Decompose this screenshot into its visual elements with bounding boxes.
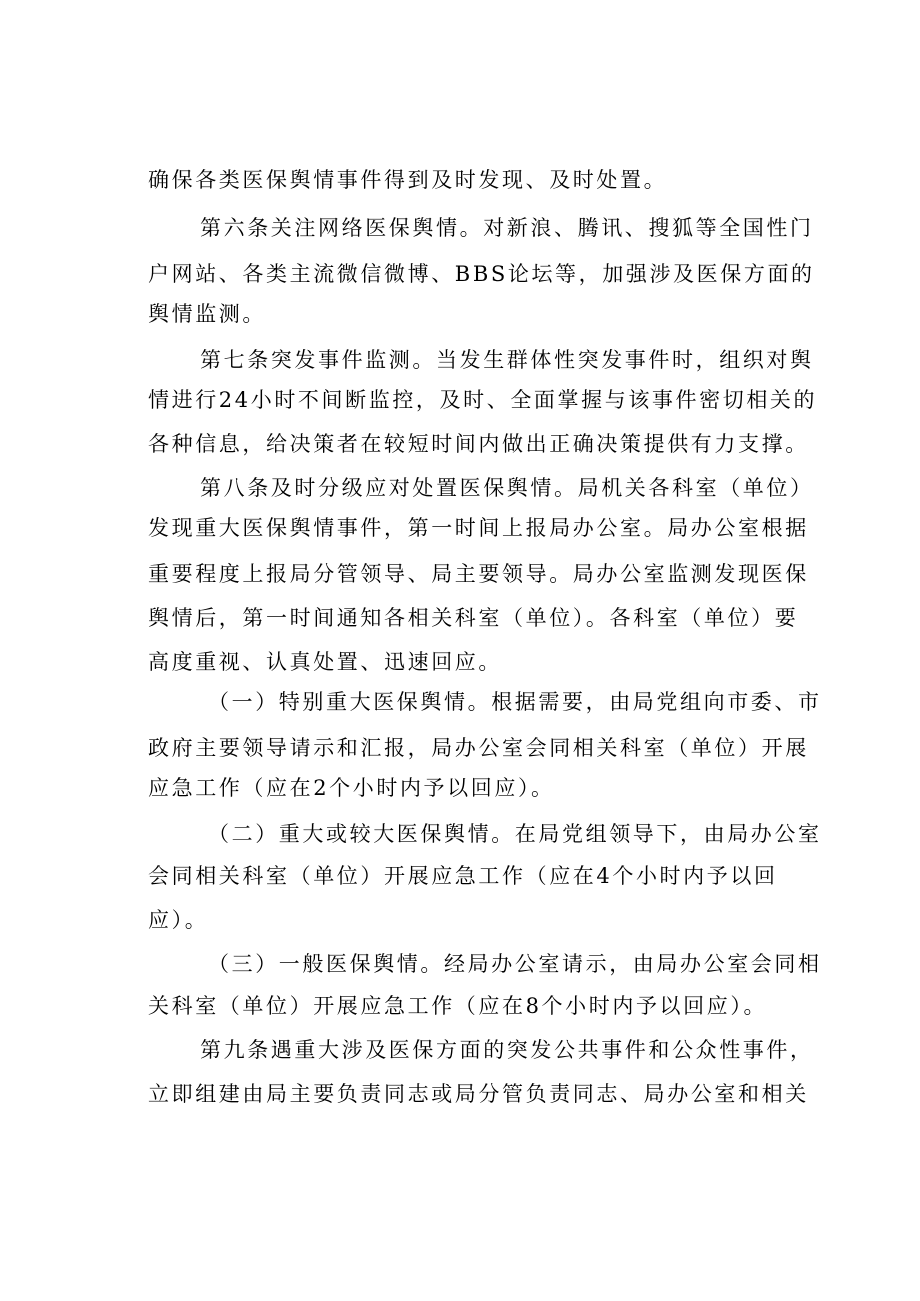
text-line: 第九条遇重大涉及医保方面的突发公共事件和公众性事件， [200,1038,814,1062]
text-line: 舆情监测。 [148,302,266,326]
text-line: 第七条突发事件监测。当发生群体性突发事件时，组织对舆 [200,348,814,372]
text-line: 政府主要领导请示和汇报，局办公室会同相关科室（单位）开展 [148,736,809,760]
text-line: 各种信息，给决策者在较短时间内做出正确决策提供有力支撑。 [148,432,809,456]
text-line: 发现重大医保舆情事件，第一时间上报局办公室。局办公室根据 [148,516,809,540]
text-line: 重要程度上报局分管领导、局主要领导。局办公室监测发现医保 [148,562,809,586]
text-line: 会同相关科室（单位）开展应急工作（应在4个小时内予以回 [148,864,778,888]
text-line: 舆情后，第一时间通知各相关科室（单位）。各科室（单位）要 [148,606,799,630]
text-line: （二）重大或较大医保舆情。在局党组领导下，由局办公室 [208,822,822,846]
text-line: 立即组建由局主要负责同志或局分管负责同志、局办公室和相关 [148,1082,809,1106]
text-line: 高度重视、认真处置、迅速回应。 [148,650,502,674]
text-line: 第八条及时分级应对处置医保舆情。局机关各科室（单位） [200,476,814,500]
text-line: 第六条关注网络医保舆情。对新浪、腾讯、搜狐等全国性门 [200,216,814,240]
text-line: 情进行24小时不间断监控，及时、全面掌握与该事件密切相关的 [148,388,818,412]
text-line: 确保各类医保舆情事件得到及时发现、及时处置。 [148,168,668,192]
text-line: 应急工作（应在2个小时内予以回应）。 [148,776,555,800]
text-line: 应）。 [148,908,209,932]
text-line: 户网站、各类主流微信微博、BBS论坛等，加强涉及医保方面的 [148,262,815,286]
text-line: （三）一般医保舆情。经局办公室请示，由局办公室会同相 [208,952,822,976]
text-line: 关科室（单位）开展应急工作（应在8个小时内予以回应）。 [148,994,768,1018]
text-line: （一）特别重大医保舆情。根据需要，由局党组向市委、市 [208,690,822,714]
